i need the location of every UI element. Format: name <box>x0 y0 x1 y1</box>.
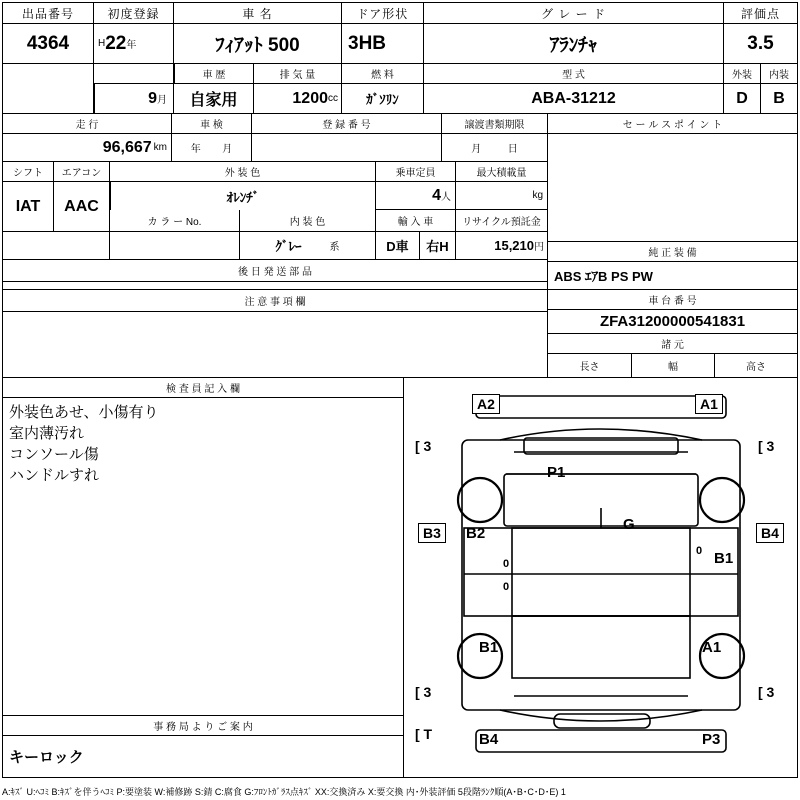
car-name-value: ﾌｨｱｯﾄ 500 <box>174 24 342 64</box>
max-load-value: kg <box>456 182 548 210</box>
inspector-note-line: 外装色あせ、小傷有り <box>9 404 159 421</box>
height-label: 高さ <box>715 354 798 378</box>
steering-side-value: 右H <box>420 232 456 260</box>
registration-number-value <box>252 134 442 162</box>
first-registration-label: 初度登録 <box>94 2 174 24</box>
transfer-deadline-value: 月 日 <box>442 134 548 162</box>
aircon-value: AAC <box>54 182 110 232</box>
door-type-label: ドア形状 <box>342 2 424 24</box>
registration-number-label: 登 録 番 号 <box>252 114 442 134</box>
inspection-label: 車 検 <box>172 114 252 134</box>
diagram-label-a1: A1 <box>695 394 723 414</box>
diagram-marker-0-a: 0 <box>503 558 510 570</box>
inspector-notes <box>2 398 404 716</box>
notice-value <box>2 312 548 378</box>
max-load-label: 最大積載量 <box>456 162 548 182</box>
exterior-color-value: ｵﾚﾝﾁﾞ <box>110 182 376 210</box>
diagram-label-right-rear-tire: [ 3 <box>758 684 775 700</box>
grade-label: グ レ ー ド <box>424 2 724 24</box>
transfer-deadline-label: 譲渡書類期限 <box>442 114 548 134</box>
mileage-label: 走 行 <box>2 114 172 134</box>
later-shipped-parts-label: 後 日 発 送 部 品 <box>2 260 548 282</box>
shift-label: シフト <box>2 162 54 182</box>
lot-number-value: 4364 <box>2 24 94 64</box>
displacement-value: 1200 cc <box>254 84 342 114</box>
exterior-color-label: 外 装 色 <box>110 162 376 182</box>
width-label: 幅 <box>632 354 715 378</box>
interior-color-label: 内 装 色 <box>240 210 376 232</box>
diagram-label-b4: B4 <box>756 523 784 543</box>
lot-blank-cell <box>2 64 94 114</box>
chassis-number-label: 車 台 番 号 <box>548 290 798 310</box>
legend-footer: A:ｷｽﾞ U:ﾍｺﾐ B:ｷｽﾞを伴うﾍｺﾐ P:要塗装 W:補修跡 S:錆 C:腐食 G:ﾌﾛﾝﾄｶﾞﾗｽ点ｷｽﾞ XX:交換済み X:要交換 内･外装評価 5段階ﾗﾝｸ順(A･B･C･D･E) 1 <box>2 786 566 797</box>
door-type-value: 3HB <box>342 24 424 64</box>
diagram-label-a1-rear: A1 <box>702 639 722 656</box>
inspector-note-line: コンソール傷 <box>9 446 99 463</box>
inspection-value: 年 月 <box>172 134 252 162</box>
diagram-label-b1-rear: B1 <box>479 639 499 656</box>
recycle-fee-label: リサイクル預託金 <box>456 210 548 232</box>
office-notice-label: 事 務 局 よ り ご 案 内 <box>2 716 404 736</box>
import-label: 輸 入 車 <box>376 210 456 232</box>
displacement-label: 排 気 量 <box>254 64 342 84</box>
diagram-label-spare-tire: [ T <box>415 726 433 742</box>
sales-point-value <box>548 134 798 242</box>
notice-label: 注 意 事 項 欄 <box>2 290 548 312</box>
length-label: 長さ <box>548 354 632 378</box>
capacity-label: 乗車定員 <box>376 162 456 182</box>
recycle-fee-value: 15,210 円 <box>456 232 548 260</box>
inspector-label: 検 査 員 記 入 欄 <box>2 378 404 398</box>
fuel-value: ｶﾞｿﾘﾝ <box>342 84 424 114</box>
first-registration-month: 9 月 <box>94 84 174 114</box>
aircon-label: エアコン <box>54 162 110 182</box>
model-code-value: ABA-31212 <box>424 84 724 114</box>
dimensions-label: 諸 元 <box>548 334 798 354</box>
score-label: 評価点 <box>724 2 798 24</box>
exterior-grade-label: 外装 <box>724 64 761 84</box>
later-shipped-parts-value <box>2 282 548 290</box>
office-notice-value: キーロック <box>2 736 404 778</box>
interior-color-value: ｸﾞﾚｰ 系 <box>240 232 376 260</box>
genuine-equipment-label: 純 正 装 備 <box>548 242 798 262</box>
first-registration-value: H 22 年 <box>94 24 174 64</box>
genuine-equipment-value: ABS ｴｱB PS PW <box>548 262 798 290</box>
diagram-graphics <box>404 378 798 778</box>
diagram-label-p1: P1 <box>547 464 566 481</box>
lot-number-label: 出品番号 <box>2 2 94 24</box>
diagram-label-a2: A2 <box>472 394 500 414</box>
diagram-marker-0-c: 0 <box>503 581 510 593</box>
color-number-value <box>110 232 240 260</box>
shift-value: IAT <box>2 182 54 232</box>
capacity-value: 4 人 <box>376 182 456 210</box>
mileage-value: 96,667 km <box>2 134 172 162</box>
import-value: D車 <box>376 232 420 260</box>
model-code-label: 型 式 <box>424 64 724 84</box>
diagram-label-left-rear-tire: [ 3 <box>415 684 432 700</box>
diagram-label-g: G <box>623 516 635 533</box>
interior-grade-label: 内装 <box>761 64 798 84</box>
diagram-label-left-front-tire: [ 3 <box>415 438 432 454</box>
chassis-number-value: ZFA31200000541831 <box>548 310 798 334</box>
car-name-label: 車 名 <box>174 2 342 24</box>
grade-value: ｱﾗﾝﾁｬ <box>424 24 724 64</box>
diagram-label-b3: B3 <box>418 523 446 543</box>
car-history-label: 車 歴 <box>174 64 254 84</box>
first-registration-month-label <box>94 64 174 84</box>
diagram-label-b2: B2 <box>466 525 486 542</box>
fuel-label: 燃 料 <box>342 64 424 84</box>
color-number-label: カ ラ ー No. <box>110 210 240 232</box>
diagram-label-right-front-tire: [ 3 <box>758 438 775 454</box>
blank-left-cell <box>2 232 110 260</box>
diagram-label-b4-rear: B4 <box>479 731 499 748</box>
diagram-label-b1-right: B1 <box>714 550 734 567</box>
diagram-label-p3: P3 <box>702 731 721 748</box>
inspector-note-line: 室内薄汚れ <box>9 425 85 442</box>
exterior-grade-value: D <box>724 84 761 114</box>
diagram-marker-0-b: 0 <box>696 545 703 557</box>
inspector-note-line: ハンドルすれ <box>9 467 100 484</box>
car-history-value: 自家用 <box>174 84 254 114</box>
interior-grade-value: B <box>761 84 798 114</box>
score-value: 3.5 <box>724 24 798 64</box>
sales-point-label: セ ー ル ス ポ イ ン ト <box>548 114 798 134</box>
